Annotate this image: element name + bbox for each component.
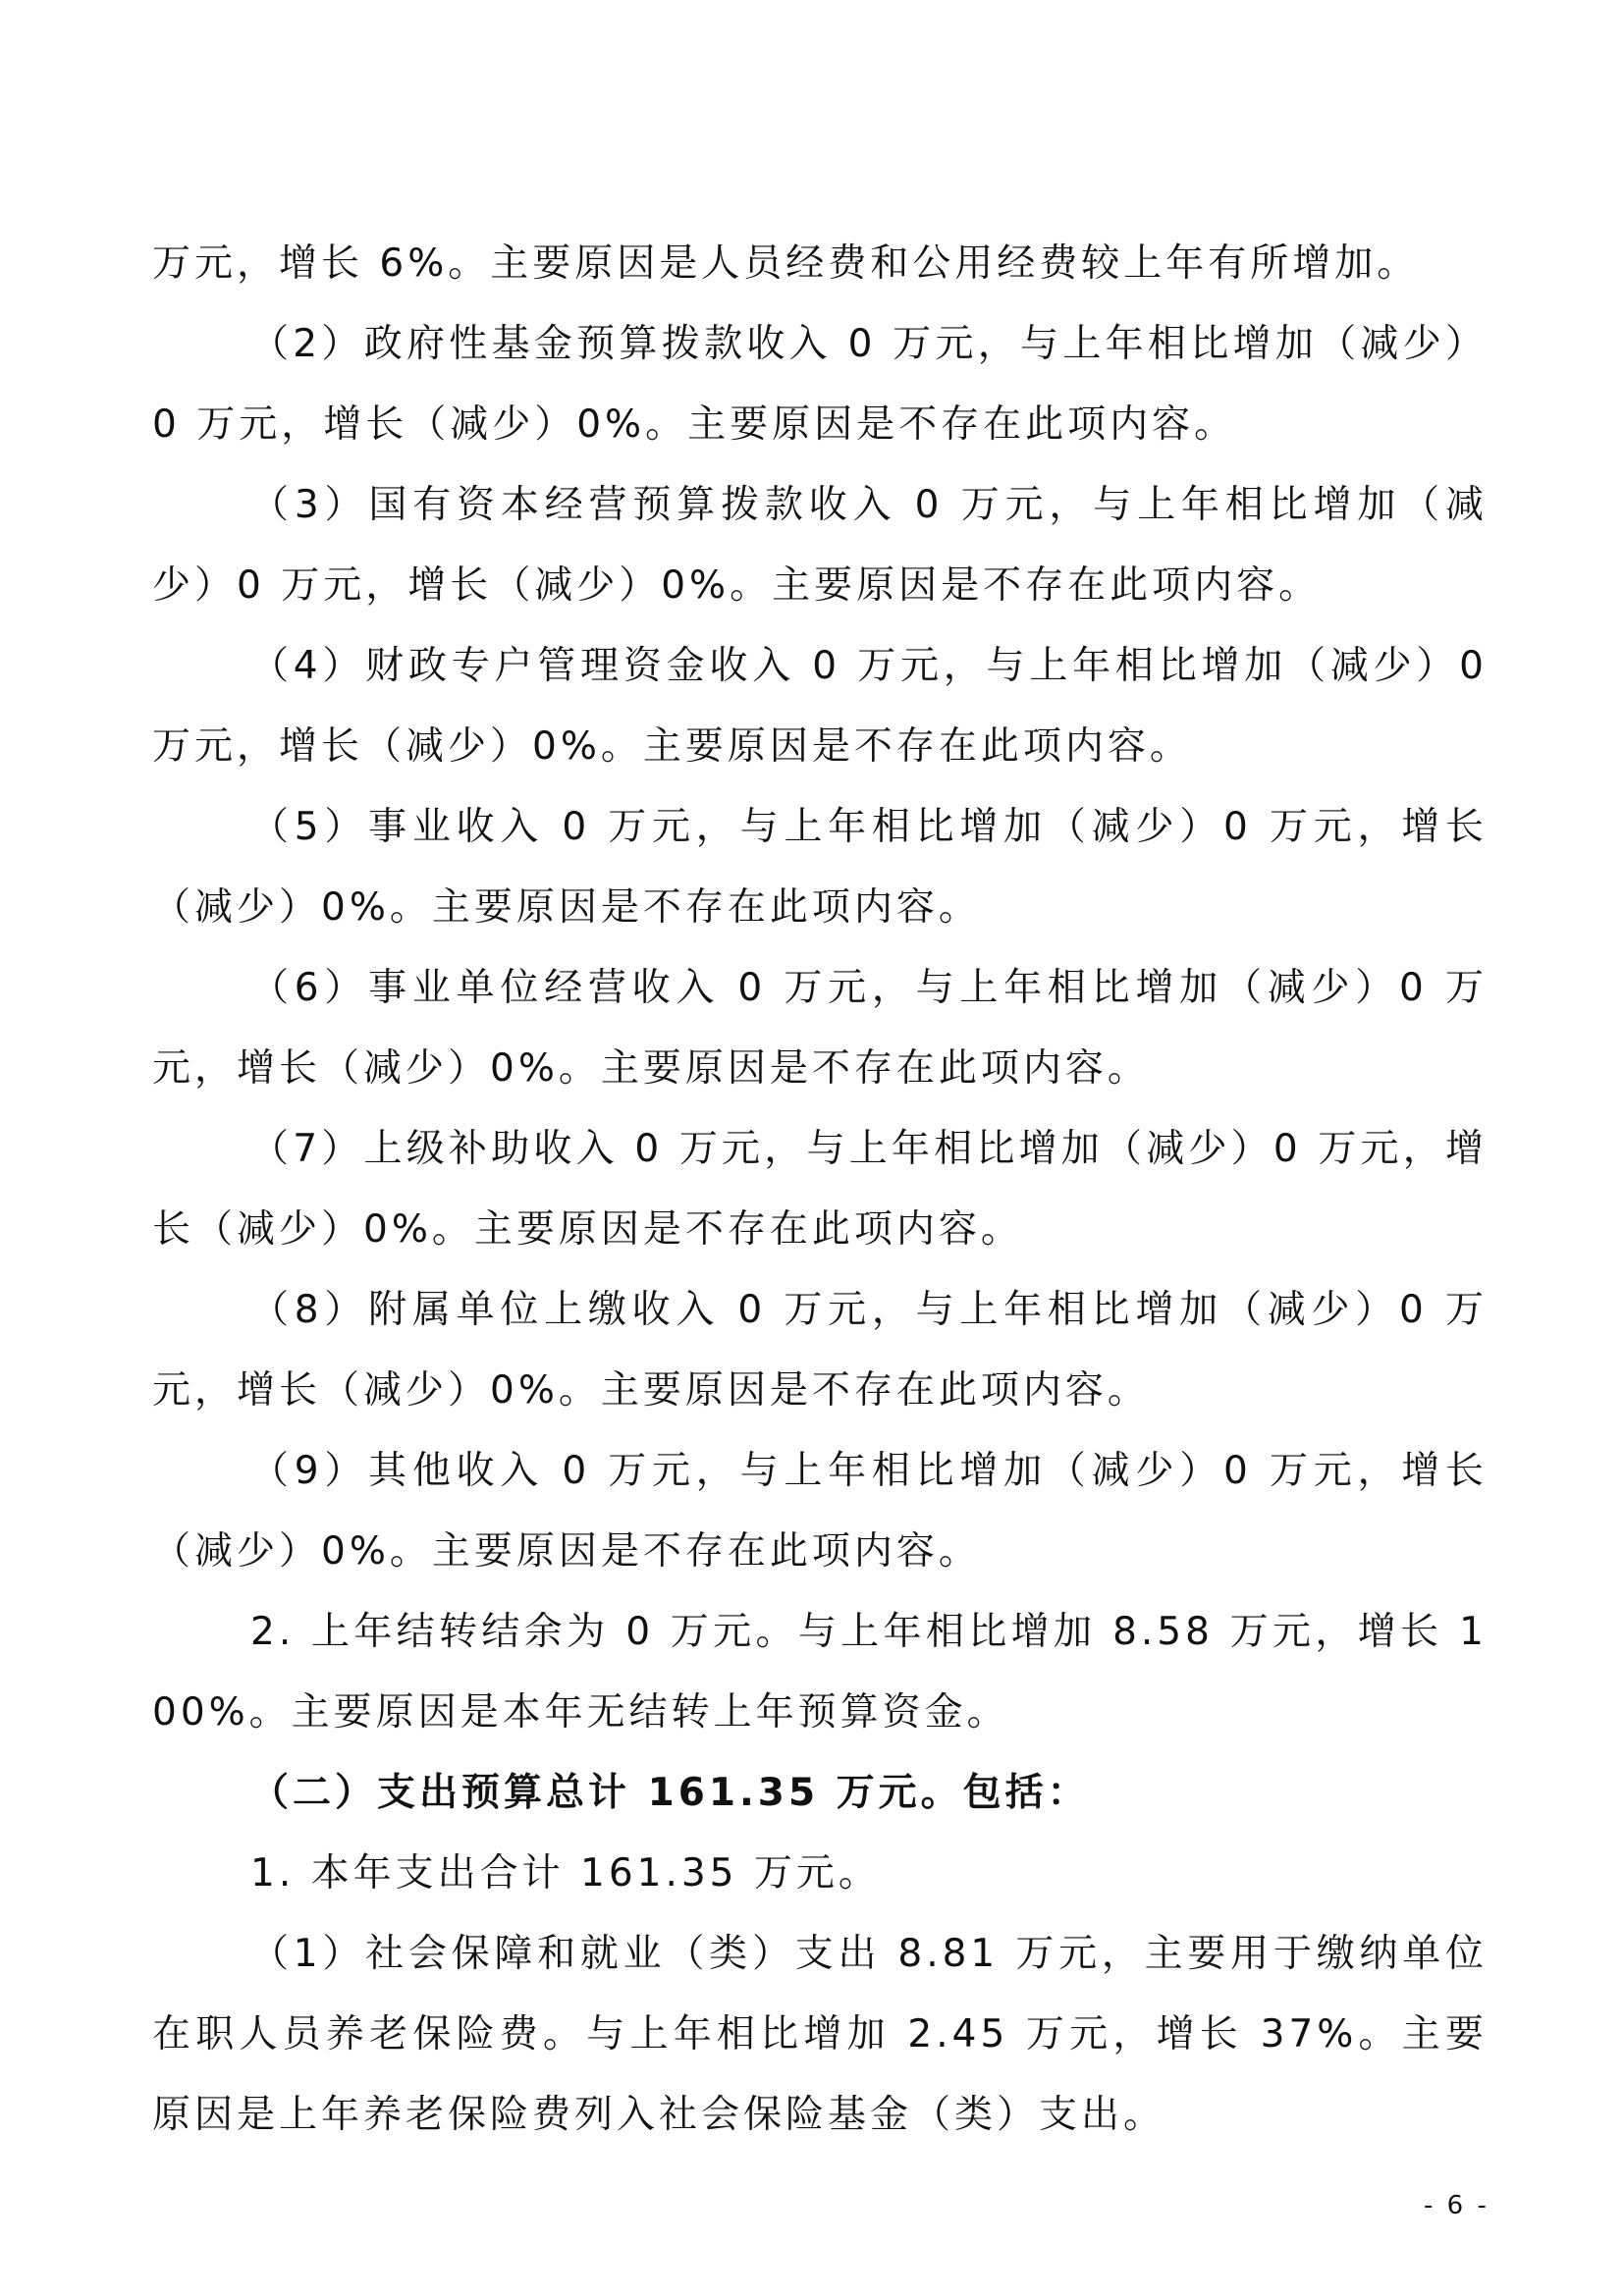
paragraph-social-security-expenditure: （1）社会保障和就业（类）支出 8.81 万元，主要用于缴纳单位在职人员养老保险费。与上年相比增加 2.45 万元，增长 37%。主要原因是上年养老保险费列入社会保险基金（类）支出。 <box>152 1932 1488 2137</box>
section-heading-expenditure: （二）支出预算总计 161.35 万元。包括： <box>250 1771 1090 1815</box>
document-body <box>152 224 1488 2156</box>
paragraph-state-capital-income: （3）国有资本经营预算拨款收入 0 万元，与上年相比增加（减少）0 万元，增长（减少）0%。主要原因是不存在此项内容。 <box>152 483 1488 608</box>
paragraph-superior-subsidy-income: （7）上级补助收入 0 万元，与上年相比增加（减少）0 万元，增长（减少）0%。主要原因是不存在此项内容。 <box>152 1127 1488 1252</box>
paragraph-business-income: （5）事业收入 0 万元，与上年相比增加（减少）0 万元，增长（减少）0%。主要原因是不存在此项内容。 <box>152 805 1488 930</box>
page-number: - 6 - <box>1424 2191 1489 2220</box>
paragraph-operating-income: （6）事业单位经营收入 0 万元，与上年相比增加（减少）0 万元，增长（减少）0%。主要原因是不存在此项内容。 <box>152 966 1488 1091</box>
paragraph-government-fund-income: （2）政府性基金预算拨款收入 0 万元，与上年相比增加（减少）0 万元，增长（减少）0%。主要原因是不存在此项内容。 <box>152 322 1488 447</box>
paragraph-carryover-balance: 2. 上年结转结余为 0 万元。与上年相比增加 8.58 万元，增长 100%。主要原因是本年无结转上年预算资金。 <box>152 1610 1488 1735</box>
paragraph-total-expenditure: 1. 本年支出合计 161.35 万元。 <box>250 1851 881 1896</box>
paragraph-affiliated-unit-income: （8）附属单位上缴收入 0 万元，与上年相比增加（减少）0 万元，增长（减少）0%。主要原因是不存在此项内容。 <box>152 1288 1488 1413</box>
paragraph-fiscal-account-income: （4）财政专户管理资金收入 0 万元，与上年相比增加（减少）0 万元，增长（减少）0%。主要原因是不存在此项内容。 <box>152 644 1488 769</box>
paragraph-other-income: （9）其他收入 0 万元，与上年相比增加（减少）0 万元，增长（减少）0%。主要原因是不存在此项内容。 <box>152 1449 1488 1574</box>
paragraph-continued: 万元，增长 6%。主要原因是人员经费和公用经费较上年有所增加。 <box>152 241 1420 286</box>
